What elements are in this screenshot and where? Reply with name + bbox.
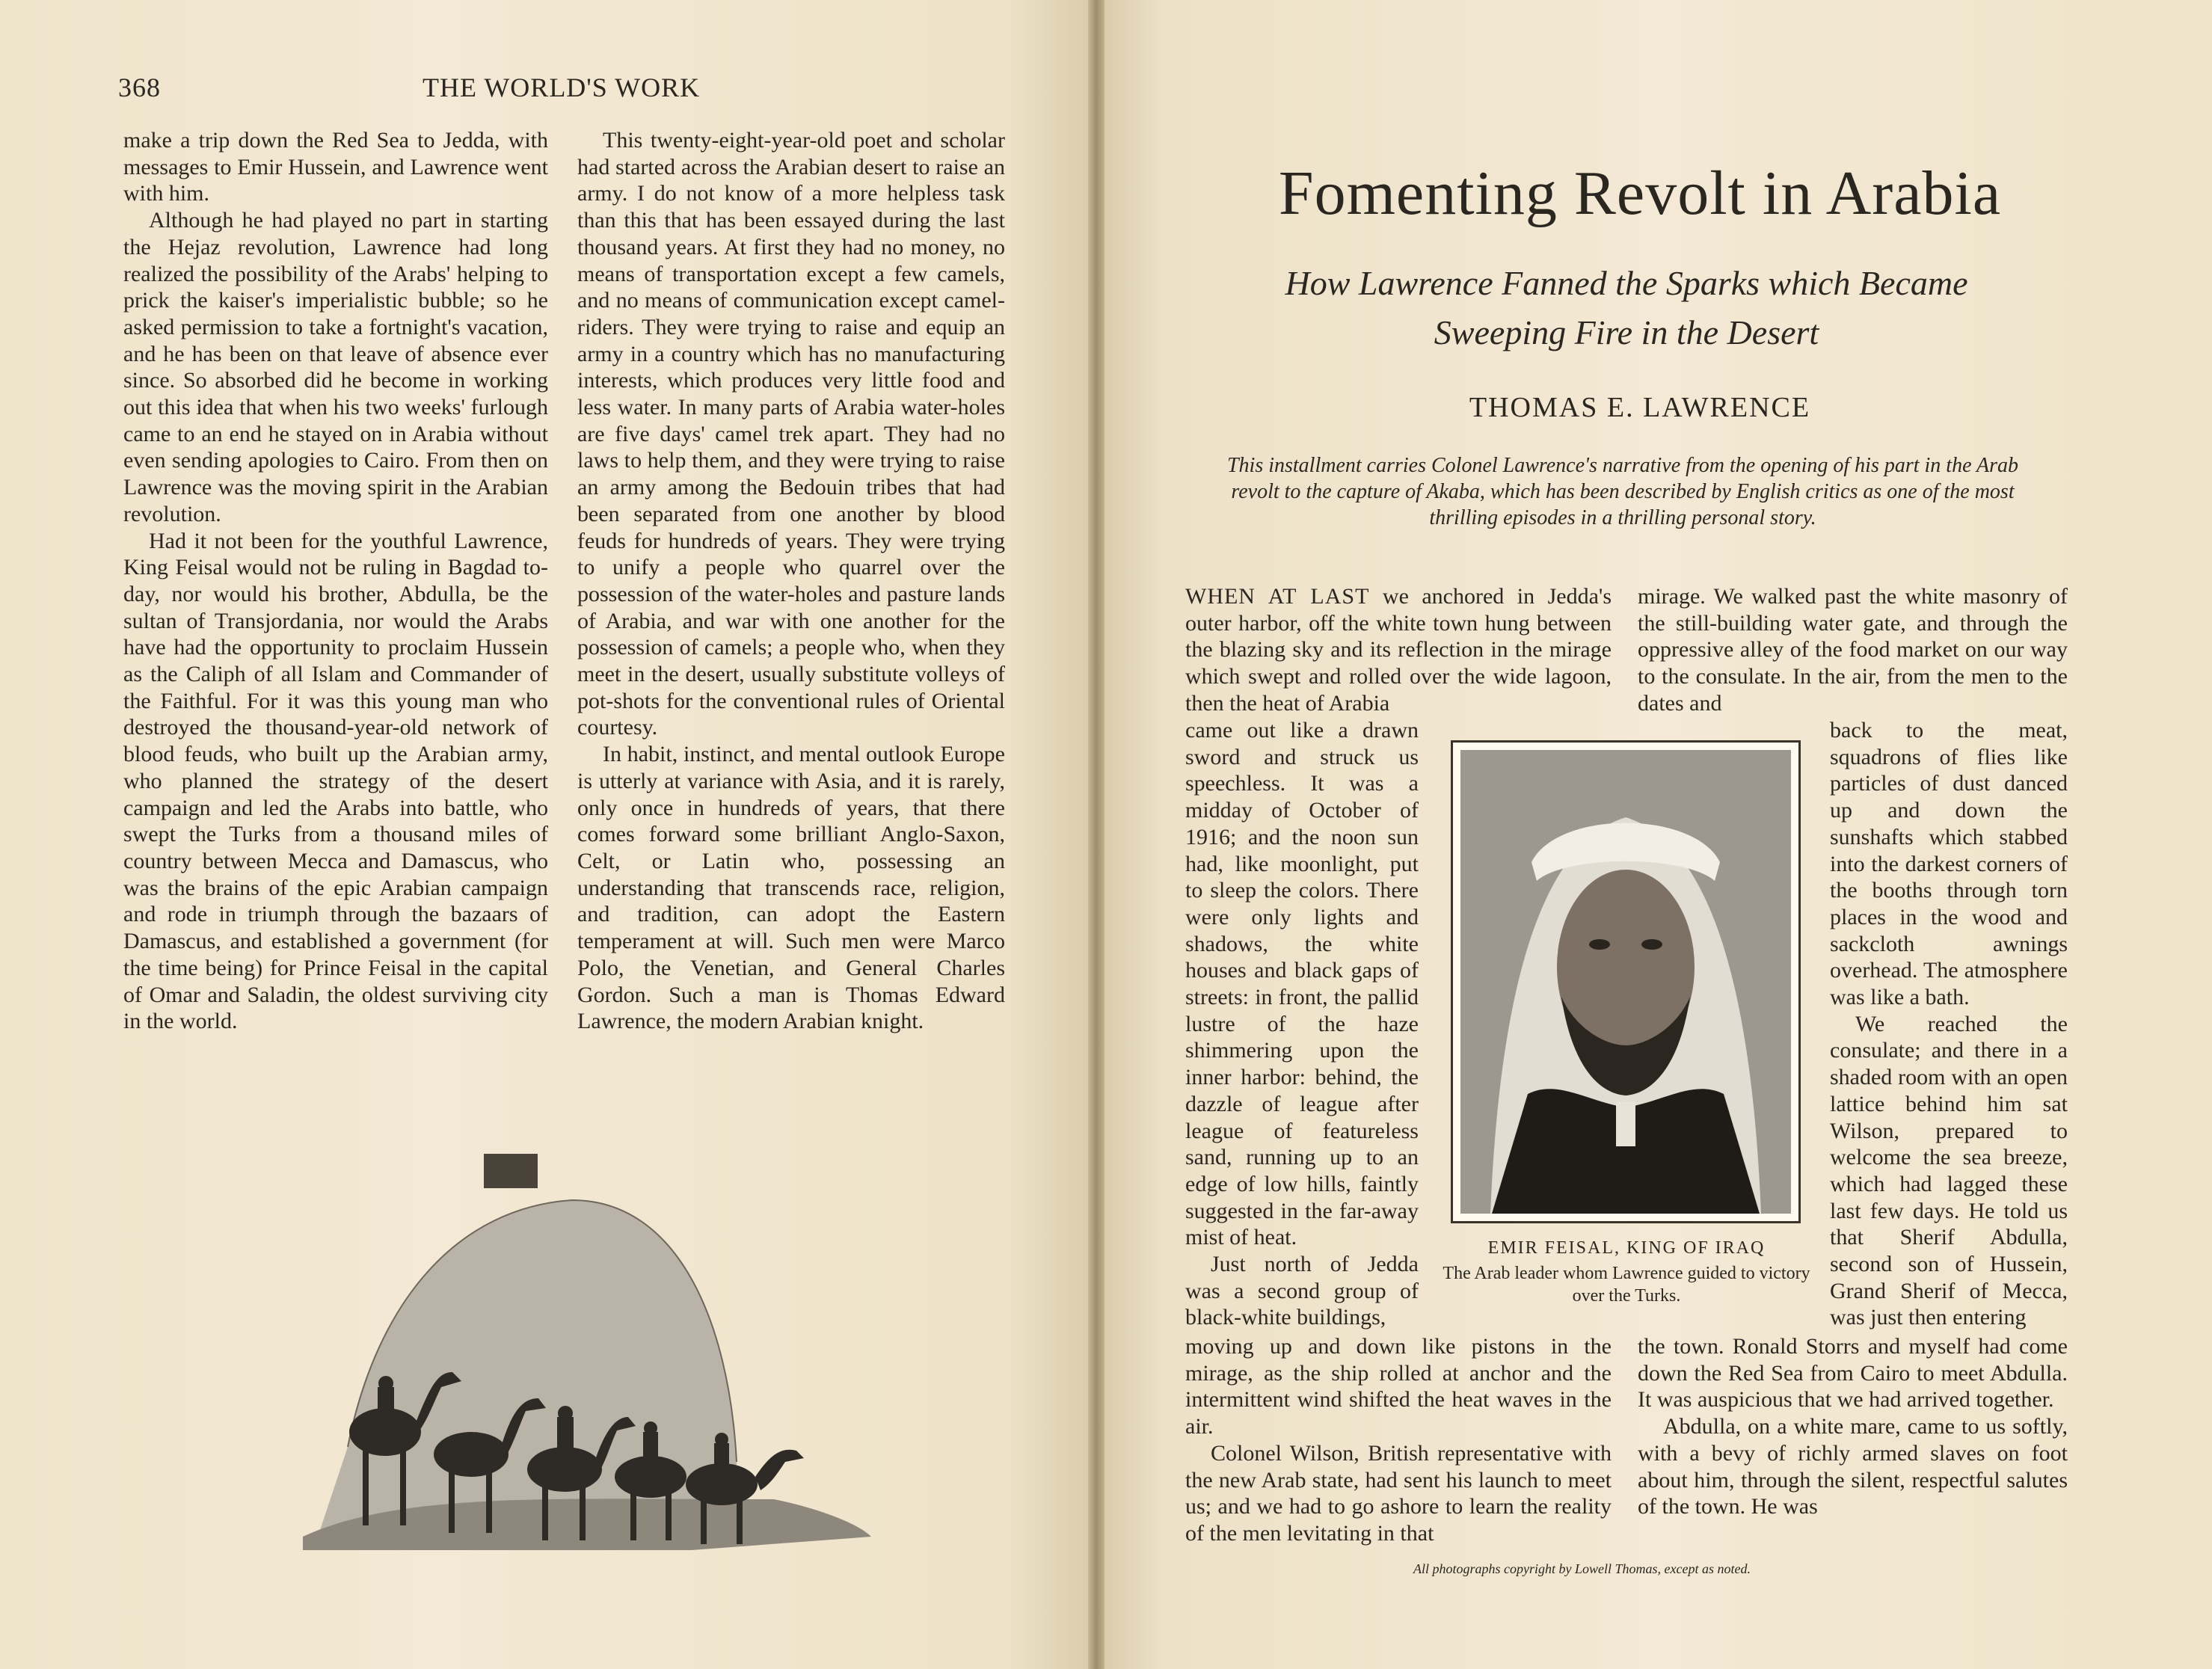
paragraph: In habit, instinct, and mental outlook Europe is utterly at variance with Asia, and it is rarely, only once in hundreds of years, that there comes forward some brilliant Anglo-Saxon, Celt, or Latin who, possessing an understanding that transcends race, religion, and tradition, can adopt the Eastern temperament at will. Such men were Marco Polo, the Venetian, and General Charles Gordon. Such a man is Thomas Edward Lawrence, the modern Arabian knight. (577, 742, 1005, 1034)
emblem-icon (484, 1154, 538, 1188)
right-column-1-bottom (1185, 1333, 1612, 1547)
right-column-1-beside-photo (1185, 717, 1419, 1331)
paragraph: Had it not been for the youthful Lawrence, King Feisal would not be ruling in Bagdad to-day, nor would his brother, Abdulla, be the sultan of Transjordania, nor would the Arabs have had the opportunity to proclaim Hussein as the Caliph of all Islam and Commander of the Faithful. For it was this young man who destroyed the thousand-year-old network of blood feuds, who built up the Arabian army, who planned the strategy of the desert campaign and led the Arabs into battle, who swept the Turks from a thousand miles of country between Mecca and Damascus, who was the brains of the epic Arabian campaign and rode in triumph through the bazaars of Damascus, and established a government (for the time being) for Prince Feisal in the capital of Omar and Saladin, the oldest surviving city in the world. (123, 528, 548, 1034)
running-head: THE WORLD'S WORK (423, 73, 701, 102)
paragraph: mirage. We walked past the white masonry of the still-building water gate, and through the oppressive alley of the food market on our way to the consulate. In the air, from the men to the dates and (1638, 584, 2068, 716)
article-subtitle (1204, 259, 2049, 357)
photo-caption: The Arab leader whom Lawrence guided to victory over the Turks. (1443, 1264, 1810, 1306)
paragraph: Although he had played no part in starting the Hejaz revolution, Lawrence had long realized the possibility of the Arabs' helping to prick the kaiser's imperialistic bubble; so he asked permission to take a fortnight's vacation, and he has been on that leave of absence ever since. So absorbed did he become in working out this idea that when his two weeks' furlough came to an end he stayed on in Arabia without even sending apologies to Cairo. From then on Lawrence was the moving spirit in the Arabian revolution. (123, 208, 548, 526)
standfirst: This installment carries Colonel Lawrence's narrative from the opening of his part in the Arab revolt to the capture of Akaba, which has been described by English critics as one of the most thrilling episodes in a thrilling personal story. (1226, 454, 2019, 529)
paragraph: moving up and down like pistons in the mirage, as the ship rolled at anchor and the intermittent wind shifted the heat waves in the air. (1185, 1334, 1612, 1439)
paragraph: Just north of Jedda was a second group of black-white buildings, (1185, 1252, 1419, 1330)
page-number: 368 (118, 73, 161, 102)
paragraph (1185, 583, 1612, 717)
right-column-2-bottom (1638, 1333, 2068, 1520)
subtitle-line: How Lawrence Fanned the Sparks which Became (1285, 264, 1968, 302)
paragraph: back to the meat, squadrons of flies like particles of dust danced up and down the sunshafts which stabbed into the darkest corners of the booths through torn places in the wood and sackcloth awnings overhead. The atmosphere was like a bath. (1830, 718, 2068, 1010)
photo-caption-title: EMIR FEISAL, KING OF IRAQ (1487, 1238, 1766, 1258)
paragraph: This twenty-eight-year-old poet and scholar had started across the Arabian desert to raise an army. I do not know of a more helpless task than this that has been essayed during the last thousand years. At first they had no money, no means of transportation except a few camels, and no means of communication except camel-riders. They were trying to raise and equip an army in a country which has no manufacturing interests, which produces very little food and less water. In many parts of Arabia water-holes are five days' camel trek apart. They had no laws to help them, and they were trying to raise an army among the Bedouin tribes that had been separated from one another by blood feuds for hundreds of years. They were trying to unify a people who quarrel over the possession of the water-holes and pasture lands of Arabia, and war with one another for the possession of camels; a people who, when they meet in the desert, usually substitute volleys of pot-shots for the conventional rules of Oriental courtesy. (577, 128, 1005, 740)
author-byline: THOMAS E. LAWRENCE (1469, 392, 1811, 423)
lead-in: WHEN AT LAST (1185, 584, 1370, 609)
right-column-2-beside-photo (1830, 717, 2068, 1331)
paragraph-text: we anchored in Jedda's outer harbor, off the white town hung between the blazing sky and its reflection in the mirage which swept and rolled over the wide lagoon, then the heat of Arabia (1185, 584, 1612, 716)
paragraph: Colonel Wilson, British representative with the new Arab state, had sent his launch to meet us; and we had to go ashore to learn the reality of the men levitating in that (1185, 1440, 1612, 1546)
paragraph: the town. Ronald Storrs and myself had come down the Red Sea from Cairo to meet Abdulla. It was auspicious that we had arrived together. (1638, 1334, 2068, 1413)
left-column-2 (577, 127, 1005, 1035)
left-column-1 (123, 127, 548, 1035)
paragraph: came out like a drawn sword and struck us speechless. It was a midday of October of 1916; and the noon sun had, like moonlight, put to sleep the colors. There were only lights and shadows, the white houses and black gaps of streets: in front, the pallid lustre of the haze shimmering upon the inner harbor: behind, the dazzle of league after league of featureless sand, running up to an edge of low hills, faintly suggested in the far-away mist of heat. (1185, 718, 1419, 1250)
right-column-2-top (1638, 583, 2068, 717)
book-gutter (1088, 0, 1105, 1669)
portrait-photo (1451, 740, 1801, 1223)
subtitle-line: Sweeping Fire in the Desert (1434, 313, 1819, 351)
paragraph: make a trip down the Red Sea to Jedda, with messages to Emir Hussein, and Lawrence went with him. (123, 128, 548, 206)
paragraph: We reached the consulate; and there in a shaded room with an open lattice behind him sat Wilson, prepared to welcome the sea breeze, which had lagged these last few days. He told us that Sherif Abdulla, second son of Hussein, Grand Sherif of Mecca, was just then entering (1830, 1011, 2068, 1330)
right-column-1-top (1185, 583, 1612, 717)
article-title: Fomenting Revolt in Arabia (1278, 159, 2002, 228)
paragraph: Abdulla, on a white mare, came to us softly, with a bevy of richly armed slaves on foot about him, through the silent, respectful salutes of the town. He was (1638, 1414, 2068, 1519)
camel-caravan-illustration (288, 1148, 886, 1552)
portrait-image (1460, 750, 1791, 1214)
photo-credit: All photographs copyright by Lowell Thomas, except as noted. (1413, 1561, 1751, 1576)
